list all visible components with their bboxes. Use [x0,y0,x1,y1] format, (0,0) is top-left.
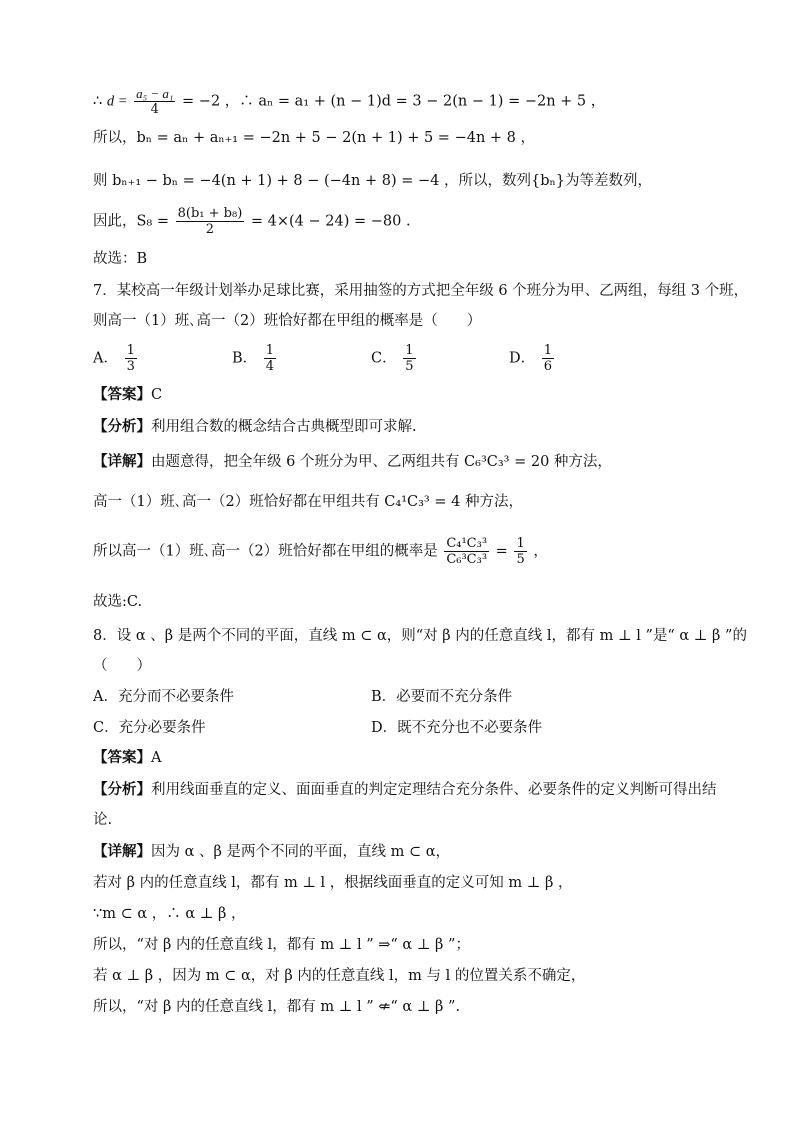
q8-answer: 【答案】A [93,749,162,766]
q8-detail-5: 若 α ⊥ β ，因为 m ⊂ α，对 β 内的任意直线 l，m 与 l 的位置关系不确定， [93,968,586,984]
q8-detail-4: 所以，“对 β 内的任意直线 l，都有 m ⊥ l ” ⇒“ α ⊥ β ”； [93,937,470,953]
text: = 4×(4 − 24) = −80 . [250,213,411,230]
text: = −2 ，∴ aₙ = a₁ + (n − 1)d = 3 − 2(n − 1) = −2n + 5 ， [182,93,606,110]
q7-option-a: A． $\frac{1}{3}$ [93,343,135,374]
q8-option-d: D．既不充分也不必要条件 [371,720,543,736]
q8-option-b: B．必要而不充分条件 [371,689,513,705]
fraction-denominator: 2 [205,222,215,237]
question-8-stem: 8．设 α 、β 是两个不同的平面，直线 m ⊂ α，则“对 β 内的任意直线 l，都有 m ⊥ l ”是“ α ⊥ β ”的 [93,628,747,644]
solution-line-sum [93,206,411,237]
fraction [134,86,175,117]
q8-detail-3: ∵m ⊂ α ，∴ α ⊥ β ， [93,906,246,922]
q7-analysis: 【分析】利用组合数的概念结合古典概型即可求解. [93,418,417,435]
q7-option-b: B． $\frac{1}{4}$ [232,343,275,374]
q8-detail-2: 若对 β 内的任意直线 l，都有 m ⊥ l ，根据线面垂直的定义可知 m ⊥ β ， [93,875,573,891]
text: 因此，S₈ = [93,213,170,230]
question-7-stem: 7．某校高一年级计划举办足球比赛，采用抽签的方式把全年级 6 个班分为甲、乙两组，每组 3 个班， [93,283,749,299]
answer-choice-line: 故选：B [93,251,148,267]
fraction-numerator: a₅ − a₁ [136,86,174,101]
q8-analysis-2: 论. [93,812,113,828]
q7-end: 故选:C. [93,594,143,610]
q7-option-c: C． $\frac{1}{5}$ [371,343,414,374]
q8-analysis: 【分析】利用线面垂直的定义、面面垂直的判定定理结合充分条件、必要条件的定义判断可得出结 [93,781,717,798]
text: ∴ [93,93,103,110]
q7-option-d: D． $\frac{1}{6}$ [509,343,553,374]
solution-line-d: ∴ d = $\frac{\text{a₅ − a₁}}{4}$ = −2 ，∴ aₙ = a₁ + (n − 1)d = 3 − 2(n − 1) = −2n + 5 ， [93,86,606,117]
solution-line-bn: 所以，bₙ = aₙ + aₙ₊₁ = −2n + 5 − 2(n + 1) + 5 = −4n + 8 ， [93,130,535,146]
q7-detail-2: 高一（1）班､高一（2）班恰好都在甲组共有 C₄¹C₃³ = 4 种方法， [93,494,523,510]
solution-line-diff: 则 bₙ₊₁ − bₙ = −4(n + 1) + 8 − (−4n + 8) = −4 ，所以，数列{bₙ}为等差数列， [93,173,652,189]
fraction [176,206,245,237]
fraction-numerator: 8(b₁ + b₈) [177,206,243,221]
q8-detail: 【详解】因为 α 、β 是两个不同的平面，直线 m ⊂ α， [93,843,451,860]
q8-option-a: A．充分而不必要条件 [93,689,234,705]
fraction-denominator: 4 [150,102,159,117]
q7-detail-3: 所以高一（1）班､高一（2）班恰好都在甲组的概率是 $\frac{\text{C₄¹C₃³}}{\text{C₆³C₃³}}$ = $\frac{1}{5}$ ， [93,536,548,567]
q7-answer: 【答案】C [93,386,163,403]
question-8-stem-2: （ ） [93,658,151,674]
question-7-stem-2: 则高一（1）班､高一（2）班恰好都在甲组的概率是（ ） [93,313,482,329]
q7-detail: 【详解】由题意得，把全年级 6 个班分为甲、乙两组共有 C₆³C₃³ = 20 种方法， [93,453,612,470]
q8-option-c: C．充分必要条件 [93,720,206,736]
q8-detail-6: 所以，“对 β 内的任意直线 l，都有 m ⊥ l ” ⇍“ α ⊥ β ”. [93,999,461,1015]
